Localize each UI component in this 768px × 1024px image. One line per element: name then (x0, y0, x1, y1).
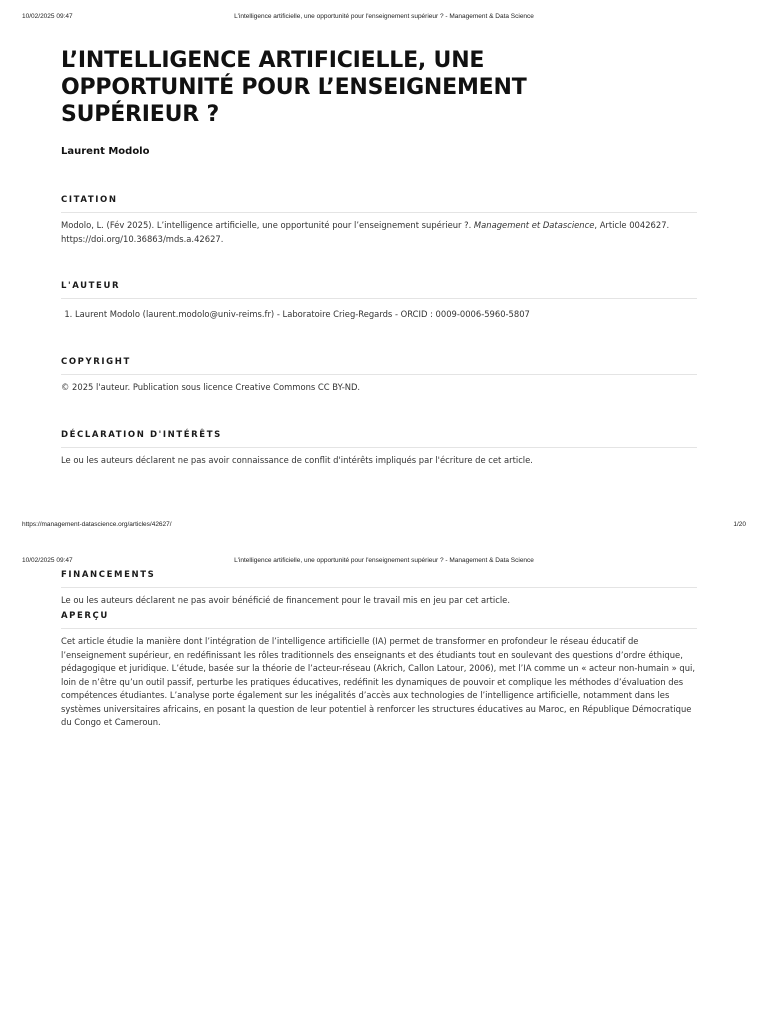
article-title: L’INTELLIGENCE ARTIFICIELLE, UNE OPPORTUNITÉ POUR L’ENSEIGNEMENT SUPÉRIEUR ? (61, 48, 527, 127)
copyright-text: © 2025 l'auteur. Publication sous licence Creative Commons CC BY-ND. (61, 382, 361, 392)
print-page-title: L'intelligence artificielle, une opportunité pour l'enseignement supérieur ? - Management & Data Science (234, 557, 534, 564)
author-section (61, 281, 697, 322)
declaration-text: Le ou les auteurs déclarent ne pas avoir connaissance de conflit d'intérêts impliqués par l'écriture de cet article. (61, 455, 533, 465)
citation-doi[interactable]: https://doi.org/10.36863/mds.a.42627. (61, 233, 224, 244)
citation-text (61, 219, 697, 246)
financements-text: Le ou les auteurs déclarent ne pas avoir bénéficié de financement pour le travail mis en jeu par cet article. (61, 595, 510, 605)
author-heading: L'AUTEUR (61, 281, 697, 299)
print-page-title: L'intelligence artificielle, une opportunité pour l'enseignement supérieur ? - Management & Data Science (234, 13, 534, 20)
author-line (61, 141, 697, 159)
print-datetime: 10/02/2025 09:47 (22, 13, 73, 20)
author-list (61, 308, 697, 322)
financements-section (61, 570, 697, 608)
declaration-heading: DÉCLARATION D'INTÉRÊTS (61, 430, 697, 448)
print-url[interactable]: https://management-datascience.org/articles/42627/ (22, 521, 172, 528)
citation-main: Modolo, L. (Fév 2025). L’intelligence artificielle, une opportunité pour l’enseignement supérieur ?. (61, 220, 474, 230)
copyright-section (61, 357, 697, 395)
financements-heading: FINANCEMENTS (61, 570, 697, 588)
apercu-text: Cet article étudie la manière dont l’intégration de l’intelligence artificielle (IA) permet de transformer en profondeur le réseau éducatif de l’enseignement supérieur, en redéfinissant les rôles traditionnels des enseignants et des étudiants tout en soulevant des questions d’ordre éthique, pédagogique et juridique. L’étude, basée sur la théorie de l’acteur-réseau (Akrich, Callon Latour, 2006), met l’IA comme un « acteur non-humain » qui, loin de n’être qu’un outil passif, perturbe les pratiques éducatives, redéfinit les dynamiques de pouvoir et complique les méthodes d’évaluation des compétences étudiantes. L’analyse porte également sur les inégalités d’accès aux technologies de l’intelligence artificielle, notamment dans les systèmes universitaires africains, en posant la question de leur potentiel à renforcer les structures éducatives au Maroc, en République Démocratique du Congo et Cameroun. (61, 636, 695, 727)
print-datetime: 10/02/2025 09:47 (22, 557, 73, 564)
author-name: Laurent Modolo (61, 146, 150, 157)
apercu-heading: APERÇU (61, 611, 697, 629)
citation-section (61, 195, 697, 246)
author-list-item: 1. Laurent Modolo (laurent.modolo@univ-reims.fr) - Laboratoire Crieg-Regards - ORCID : 0009-0006-5960-5807 (75, 308, 697, 322)
citation-journal: Management et Datascience (473, 220, 595, 230)
copyright-heading: COPYRIGHT (61, 357, 697, 375)
article-header (61, 47, 697, 128)
page-number: 1/20 (733, 521, 746, 528)
citation-article: , Article 0042627. (594, 220, 670, 230)
apercu-section (61, 611, 697, 730)
declaration-section (61, 430, 697, 468)
citation-heading: CITATION (61, 195, 697, 213)
